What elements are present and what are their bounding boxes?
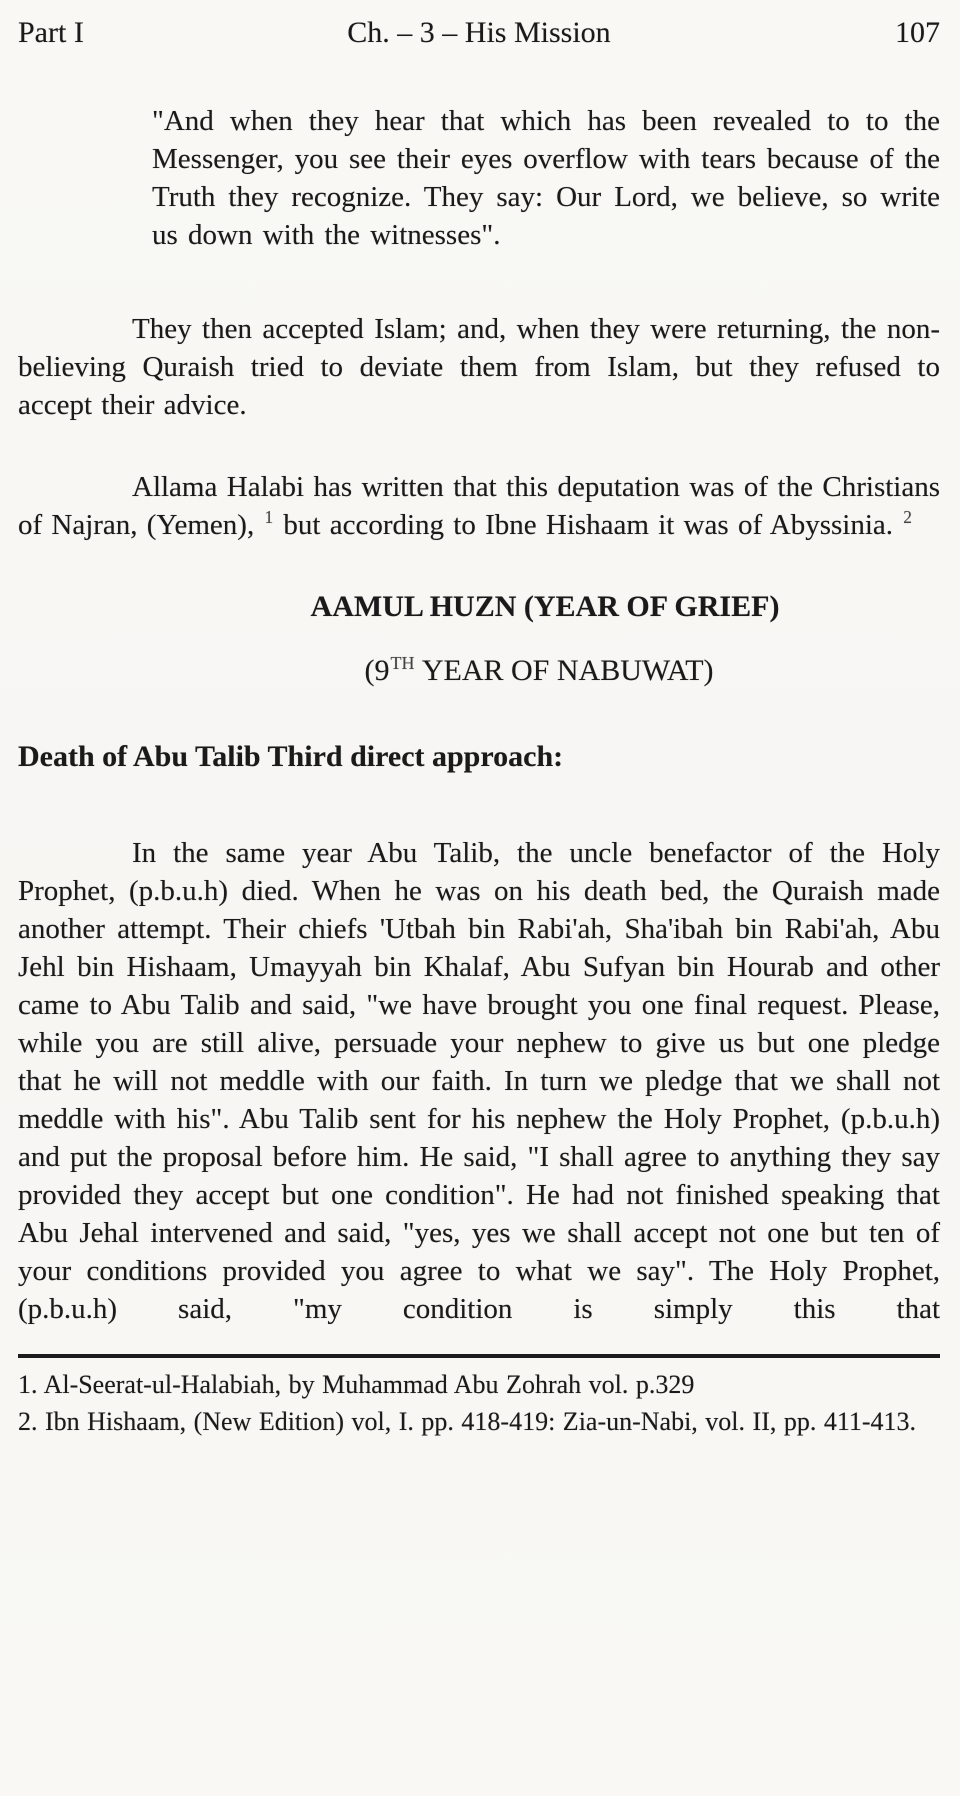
verse-quote: "And when they hear that which has been revealed to to the Messenger, you see their eyes overflow with tears because of the Truth they recognize. They say: Our Lord, we believe, so write us down with the witnesses".	[152, 105, 940, 251]
heading-year-of-nabuwat: (9TH YEAR OF NABUWAT)	[364, 653, 714, 687]
footnote-divider	[18, 1354, 940, 1358]
footnote-2: 2. Ibn Hishaam, (New Edition) vol, I. pp. 418-419: Zia-un-Nabi, vol. II, pp. 411-413.	[18, 1407, 917, 1436]
footnotes-section	[18, 1366, 940, 1440]
chapter-title: Ch. – 3 – His Mission	[347, 16, 611, 49]
part-label: Part I	[18, 16, 84, 49]
footnote-reference: 1	[264, 507, 274, 528]
page-number: 107	[895, 16, 940, 49]
heading-aamul-huzn: AAMUL HUZN (YEAR OF GRIEF)	[310, 590, 780, 623]
heading-death-of-abu-talib: Death of Abu Talib Third direct approach:	[18, 740, 564, 773]
footnote-reference: TH	[390, 653, 415, 673]
paragraph-accepted-islam: They then accepted Islam; and, when they were returning, the non-believing Quraish tried to deviate them from Islam, but they refused to accept their advice.	[18, 313, 940, 421]
footnote-1: 1. Al-Seerat-ul-Halabiah, by Muhammad Abu Zohrah vol. p.329	[18, 1370, 695, 1399]
page-header	[18, 14, 940, 52]
footnote-reference: 2	[903, 507, 912, 528]
paragraph-halabi-deputation: Allama Halabi has written that this deputation was of the Christians of Najran, (Yemen), $^1$ but according to Ibne Hishaam it was of Abyssinia. $^2$	[18, 471, 940, 541]
paragraph-death-of-abu-talib: In the same year Abu Talib, the uncle benefactor of the Holy Prophet, (p.b.u.h) died. When he was on his death bed, the Quraish made another attempt. Their chiefs 'Utbah bin Rabi'ah, Sha'ibah bin Rabi'ah, Abu Jehl bin Hishaam, Umayyah bin Khalaf, Abu Sufyan bin Hourab and other came to Abu Talib and said, "we have brought you one final request. Please, while you are still alive, persuade your nephew to give us but one pledge that he will not meddle with our faith. In turn we pledge that we shall not meddle with his". Abu Talib sent for his nephew the Holy Prophet, (p.b.u.h) and put the proposal before him. He said, "I shall agree to anything they say provided they accept but one condition". He had not finished speaking that Abu Jehal intervened and said, "yes, yes we shall accept not one but ten of your conditions provided you agree to what we say". The Holy Prophet, (p.b.u.h) said, "my condition is simply this that	[18, 837, 940, 1325]
